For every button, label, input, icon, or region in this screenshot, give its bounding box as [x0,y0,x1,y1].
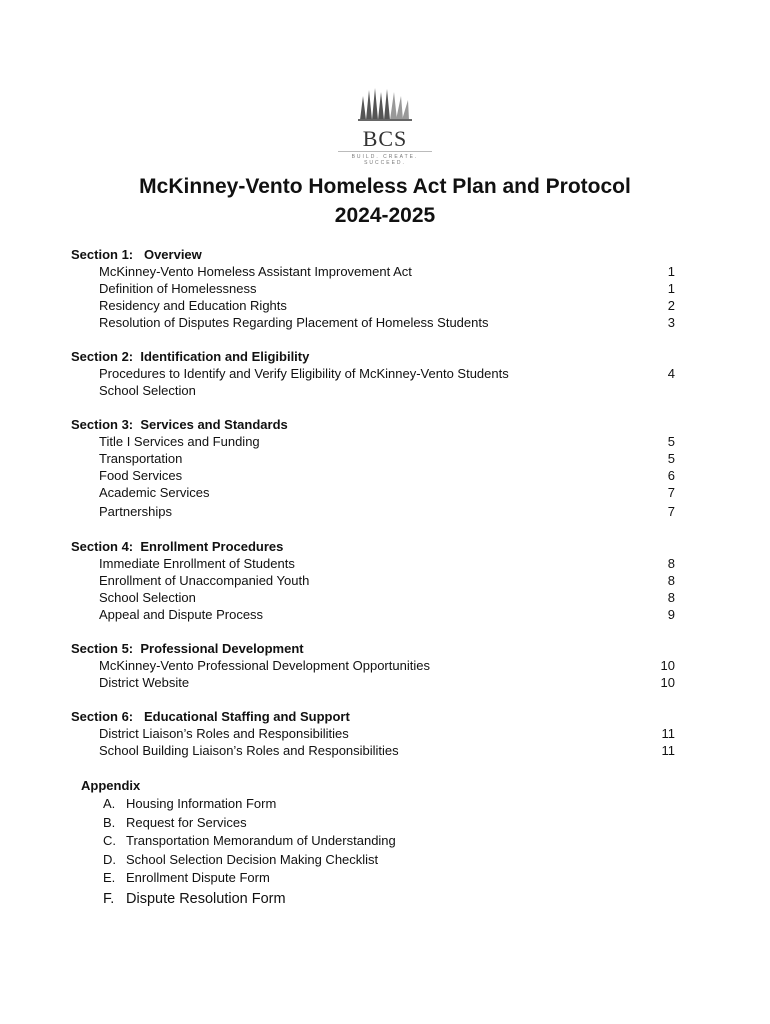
toc-section-enrollment [71,538,681,623]
appendix-label: Request for Services [126,814,247,830]
toc-entry-label: Appeal and Dispute Process [99,607,264,622]
toc-entry-label: McKinney-Vento Professional Development Opportunities [99,658,430,673]
toc-entry-label: Definition of Homelessness [99,281,257,296]
toc-entry-label: Academic Services [99,485,210,500]
section-heading: Section 2: Identification and Eligibility [71,349,310,364]
appendix-label: Enrollment Dispute Form [126,870,270,885]
appendix-item [81,851,396,870]
toc-entry-label: Residency and Education Rights [99,298,287,313]
appendix-item [81,869,396,888]
book-fan-icon [330,84,440,126]
appendix-letter: C. [103,833,116,848]
toc-entry-label: Partnerships [99,504,172,519]
toc-entry-label: Transportation [99,451,183,466]
toc-entry [71,589,681,606]
toc-entry-label: School Selection [99,383,196,398]
section-heading: Section 4: Enrollment Procedures [71,539,284,554]
toc-entry-page: 1 [667,264,675,279]
toc-section-overview [71,246,681,331]
appendix-letter: B. [103,814,116,830]
logo-tagline: BUILD. CREATE. SUCCEED. [351,154,419,166]
toc-entry-page: 10 [660,658,675,673]
toc-entry [71,555,681,572]
bcs-logo [330,84,440,164]
document-year: 2024-2025 [334,204,436,227]
toc-entry-page: 1 [667,281,675,296]
section-heading: Section 3: Services and Standards [71,417,288,432]
toc-entry-page: 7 [667,504,675,519]
toc-entry-label: Title I Services and Funding [99,434,260,449]
appendix-letter: E. [103,870,116,885]
toc-entry [71,433,681,450]
appendix-item [81,832,396,851]
appendix-label: School Selection Decision Making Checklist [126,851,379,867]
toc-entry [71,657,681,674]
logo-wordmark: BCS [362,126,408,151]
toc-entry-page: 2 [667,298,675,313]
toc-entry-label: District Website [99,675,190,690]
appendix-label: Housing Information Form [126,796,277,811]
toc-section-staffing [71,708,681,759]
toc-entry [71,484,681,501]
toc-entry-label: Enrollment of Unaccompanied Youth [99,573,310,588]
toc-entry-page: 4 [667,366,675,381]
toc-entry-page: 8 [667,573,675,588]
appendix-label: Dispute Resolution Form [126,890,286,907]
toc-entry-label: School Building Liaison’s Roles and Responsibilities [99,743,399,758]
toc-entry-page: 8 [667,556,675,571]
appendix-letter: A. [103,796,116,811]
appendix-item [81,795,396,814]
appendix-letter: D. [103,851,116,867]
toc-entry-label: Procedures to Identify and Verify Eligibility of McKinney-Vento Students [99,366,509,381]
appendix-heading: Appendix [81,778,141,793]
toc-section-services [71,416,681,521]
toc-entry [71,365,681,382]
toc-entry [71,742,681,759]
appendix-list [81,776,396,910]
toc-entry-page: 6 [667,468,675,483]
toc-entry-page: 10 [660,675,675,690]
toc-entry [71,501,681,521]
toc-entry [71,674,681,691]
toc-entry [71,450,681,467]
toc-entry [71,280,681,297]
toc-entry-label: McKinney-Vento Homeless Assistant Improvement Act [99,264,412,279]
toc-entry-label: Immediate Enrollment of Students [99,556,295,571]
toc-entry-page: 7 [667,485,675,500]
toc-entry-label: Resolution of Disputes Regarding Placement of Homeless Students [99,315,489,330]
section-heading: Section 5: Professional Development [71,641,304,656]
toc-entry [71,382,681,399]
toc-entry [71,606,681,623]
appendix-item [81,888,396,910]
toc-entry-page: 5 [667,451,675,466]
section-heading: Section 6: Educational Staffing and Support [71,709,350,724]
toc-entry [71,263,681,280]
toc-entry [71,572,681,589]
appendix-label: Transportation Memorandum of Understanding [126,833,396,848]
toc-entry-page: 9 [667,607,675,622]
toc-entry-label: Food Services [99,468,183,483]
toc-entry [71,725,681,742]
appendix-letter: F. [103,890,115,907]
toc-entry-page: 3 [667,315,675,330]
toc-entry-label: School Selection [99,590,196,605]
toc-entry [71,314,681,331]
toc-entry [71,467,681,484]
toc-entry-page: 8 [667,590,675,605]
toc-section-professional-development [71,640,681,691]
section-heading: Section 1: Overview [71,247,202,262]
toc-entry-label: District Liaison’s Roles and Responsibilities [99,726,349,741]
table-of-contents [71,246,681,776]
appendix-item [81,814,396,833]
toc-section-identification [71,348,681,399]
toc-entry-page: 11 [661,726,675,741]
toc-entry-page: 5 [667,434,675,449]
toc-entry [71,297,681,314]
toc-entry-page: 11 [661,743,675,758]
document-title: McKinney-Vento Homeless Act Plan and Protocol [139,175,631,198]
logo-divider [338,151,432,152]
